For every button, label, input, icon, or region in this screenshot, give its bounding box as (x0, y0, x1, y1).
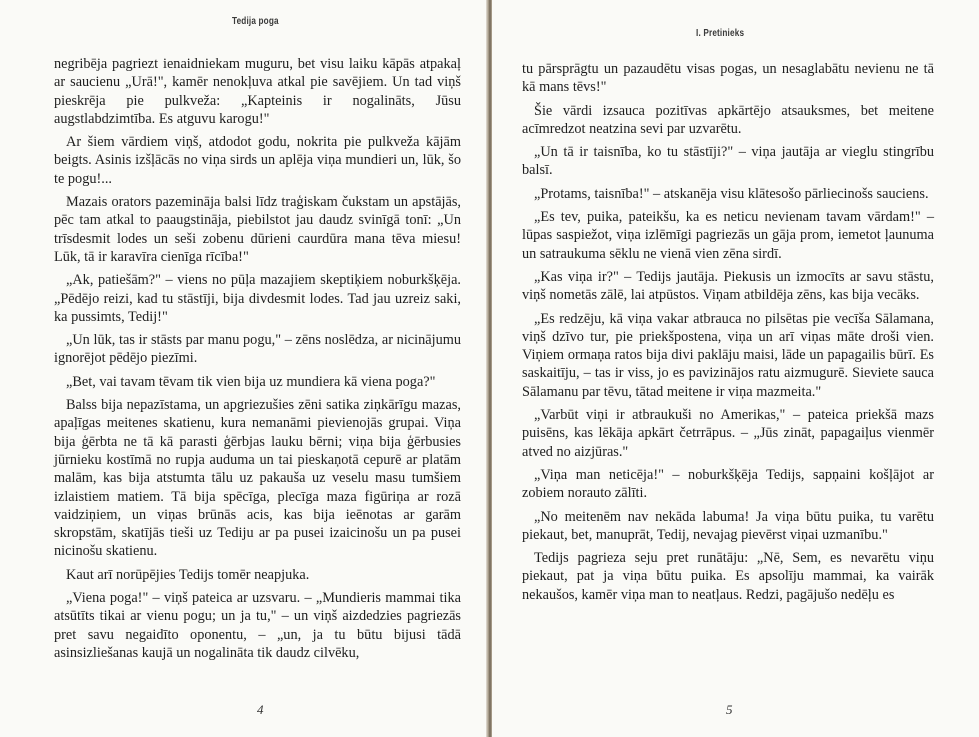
paragraph: „Kas viņa ir?" – Tedijs jautāja. Piekusis un izmocīts ar savu stāstu, viņš nometās zālē, lai atpūstos. Viņam atbildēja zēns, kas bija vecāks. (522, 268, 934, 304)
paragraph: Ar šiem vārdiem viņš, atdodot godu, nokrita pie pulkveža kājām beigts. Asinis izšļācās no viņa sirds un aplēja viņa mundieri un, lūk, šo te pogu!... (54, 134, 461, 187)
right-page (492, 0, 979, 737)
paragraph: „Viena poga!" – viņš pateica ar uzsvaru. – „Mundieris mammai tika atsūtīts tikai ar vienu pogu; un ja tu," – un viņš aizdedzies pagriezās pret savu negaidīto oponentu, – „un, ja tu būtu bijusi tādā asinsizliešanas kaujā un nogalināta tik daudz cilvēku, (54, 590, 461, 661)
paragraph: Tedijs pagrieza seju pret runātāju: „Nē, Sem, es nevarētu viņu piekaut, pat ja viņa būtu puika. Es apsolīju mammai, ka vairāk nekaušos, kamēr viņa man to neatļaus. Redzi, pagājušo nedēļu es (522, 550, 934, 603)
running-head: Tedija poga (232, 16, 279, 27)
page-text (54, 55, 461, 667)
paragraph: Kaut arī norūpējies Tedijs tomēr neapjuka. (66, 566, 310, 583)
running-head: I. Pretinieks (696, 28, 745, 39)
paragraph: „No meitenēm nav nekāda labuma! Ja viņa būtu puika, tu varētu piekaut, bet, manuprāt, Tedij, nevajag pievērst viņai uzmanību." (522, 508, 934, 543)
page-text (522, 60, 934, 609)
paragraph: „Es tev, puika, pateikšu, ka es neticu nevienam tavam vārdam!" – lūpas saspiežot, viņa izlēmīgi pagriezās un gāja prom, iemetot ļaunuma un satraukuma sēklu ne vienā vien zēna sirdī. (522, 209, 934, 262)
paragraph: „Un tā ir taisnība, ko tu stāstīji?" – viņa jautāja ar vieglu stingrību balsī. (522, 144, 934, 179)
paragraph: „Un lūk, tas ir stāsts par manu pogu," – zēns noslēdza, ar nicinājumu ignorējot pēdējo piezīmi. (54, 332, 461, 367)
paragraph: Šie vārdi izsauca pozitīvas apkārtējo atsauksmes, bet meitene acīmredzot neatzina sevi par uzvarētu. (522, 102, 934, 137)
paragraph: „Ak, patiešām?" – viens no pūļa mazajiem skeptiķiem noburkšķēja. „Pēdējo reizi, kad tu stāstīji, bija divdesmit lodes. Tad jau uzreiz saki, ka pussimts, Tedij!" (54, 272, 461, 325)
paragraph: „Bet, vai tavam tēvam tik vien bija uz mundiera kā viena poga?" (66, 373, 436, 390)
page-number: 4 (257, 702, 264, 717)
paragraph: „Varbūt viņi ir atbraukuši no Amerikas," – pateica priekšā mazs puisēns, kas lēkāja apkārt četrrāpus. – „Jūs zināt, papagaiļus vienmēr atved no aizjūras." (522, 407, 934, 460)
paragraph: negribēja pagriezt ienaidniekam muguru, bet visu laiku kāpās atpakaļ ar saucienu „Urā!", kamēr nenokļuva atkal pie savējiem. Un tad viņš pieskrēja pie pulkveža: „Kapteinis ir nogalināts, Jūsu augstlabdzimtība. Es atguvu karogu!" (54, 56, 461, 127)
paragraph: Mazais orators pazemināja balsi līdz traģiskam čukstam un apstājās, pēc tam atkal to paaugstināja, piebilstot jau daudz svinīgā tonī: „Un trīsdesmit lodes un seši zobenu dūrieni caurdūra mana tēva miesu! Lūk, tā ir karavīra cienīga rīcība!" (54, 194, 461, 265)
paragraph: „Protams, taisnība!" – atskanēja visu klātesošo pārliecinošs sauciens. (534, 185, 929, 202)
page-number: 5 (726, 702, 733, 717)
left-page (0, 0, 488, 737)
paragraph: „Viņa man neticēja!" – noburkšķēja Tedijs, sapņaini košļājot ar zobiem norauto zālīti. (522, 466, 934, 502)
paragraph: tu pārsprāgtu un pazaudētu visas pogas, un nesaglabātu nevienu ne tā kā mans tēvs!" (522, 61, 934, 96)
paragraph: Balss bija nepazīstama, un apgriezušies zēni satika ziņkārīgu mazas, apaļīgas meitenes skatienu, kura nemanāmi pievienojās grupai. Viņa bija ģērbta ne tā kā parasti ģērbjas lauku bērni; viņa bija ģērbusies jūrnieku kostīmā no rupja auduma un tai pieskaņotā cepurē ar platām malām, kas bija atstumta tālu uz pakauša uz veselu masu tumšiem izlaistiem matiem. Tā bija spēcīga, plecīga maza figūriņa ar rozā vaidziņiem, un viņas brūnās acis, kas bija ieēnotas ar garām skropstām, skatījās tieši uz Tediju ar pa pusei izaicinošu un pa pusei nicinošu skatienu. (54, 397, 461, 560)
paragraph: „Es redzēju, kā viņa vakar atbrauca no pilsētas pie vecīša Sālamana, viņš dzīvo tur, pie priekšpostena, viņa un arī viņas māte droši vien. Viņiem ormaņa ratos bija divi paklāju maisi, lāde un papagailis būrī. Es saskaitīju, – tas ir viss, jo es pavizinājos ratu aizmugurē. Sieviete sauca Sālamanu par tēvu, tātad meitene ir viņa mazmeita." (522, 310, 934, 400)
